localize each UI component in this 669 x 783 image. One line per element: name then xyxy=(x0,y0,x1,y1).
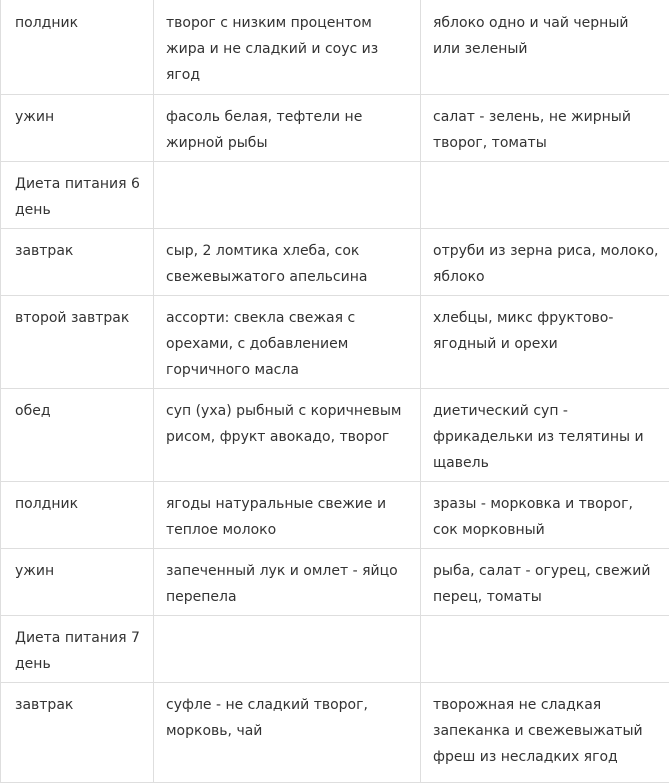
option2-cell: хлебцы, микс фруктово-ягодный и орехи xyxy=(421,296,669,389)
option1-cell: творог с низким процентом жира и не сладкий и соус из ягод xyxy=(154,0,421,95)
meal-cell: обед xyxy=(1,389,154,482)
meal-cell: ужин xyxy=(1,549,154,616)
section-heading-cell: Диета питания 6 день xyxy=(1,162,154,229)
meal-cell: полдник xyxy=(1,0,154,95)
option2-cell: творожная не сладкая запеканка и свежевыжатый фреш из несладких ягод xyxy=(421,683,669,783)
option1-cell: суп (уха) рыбный с коричневым рисом, фрукт авокадо, творог xyxy=(154,389,421,482)
table-row xyxy=(1,296,669,389)
meal-cell: полдник xyxy=(1,482,154,549)
option1-cell: запеченный лук и омлет - яйцо перепела xyxy=(154,549,421,616)
option2-cell: салат - зелень, не жирный творог, томаты xyxy=(421,95,669,162)
meal-cell: завтрак xyxy=(1,683,154,783)
option2-cell xyxy=(421,162,669,229)
table-row xyxy=(1,482,669,549)
table-row-section-heading xyxy=(1,616,669,683)
table-row-section-heading xyxy=(1,162,669,229)
option1-cell: суфле - не сладкий творог, морковь, чай xyxy=(154,683,421,783)
option2-cell: отруби из зерна риса, молоко, яблоко xyxy=(421,229,669,296)
table-row xyxy=(1,549,669,616)
table-row xyxy=(1,389,669,482)
option1-cell: ассорти: свекла свежая с орехами, с добавлением горчичного масла xyxy=(154,296,421,389)
table-row xyxy=(1,0,669,95)
meal-cell: завтрак xyxy=(1,229,154,296)
option1-cell: фасоль белая, тефтели не жирной рыбы xyxy=(154,95,421,162)
option2-cell: диетический суп - фрикадельки из телятины и щавель xyxy=(421,389,669,482)
table-row xyxy=(1,229,669,296)
option2-cell xyxy=(421,616,669,683)
meal-cell: второй завтрак xyxy=(1,296,154,389)
table-row xyxy=(1,95,669,162)
section-heading-cell: Диета питания 7 день xyxy=(1,616,154,683)
option1-cell xyxy=(154,616,421,683)
option2-cell: рыба, салат - огурец, свежий перец, томаты xyxy=(421,549,669,616)
option1-cell xyxy=(154,162,421,229)
option1-cell: ягоды натуральные свежие и теплое молоко xyxy=(154,482,421,549)
option2-cell: зразы - морковка и творог, сок морковный xyxy=(421,482,669,549)
option2-cell: яблоко одно и чай черный или зеленый xyxy=(421,0,669,95)
option1-cell: сыр, 2 ломтика хлеба, сок свежевыжатого апельсина xyxy=(154,229,421,296)
meal-cell: ужин xyxy=(1,95,154,162)
